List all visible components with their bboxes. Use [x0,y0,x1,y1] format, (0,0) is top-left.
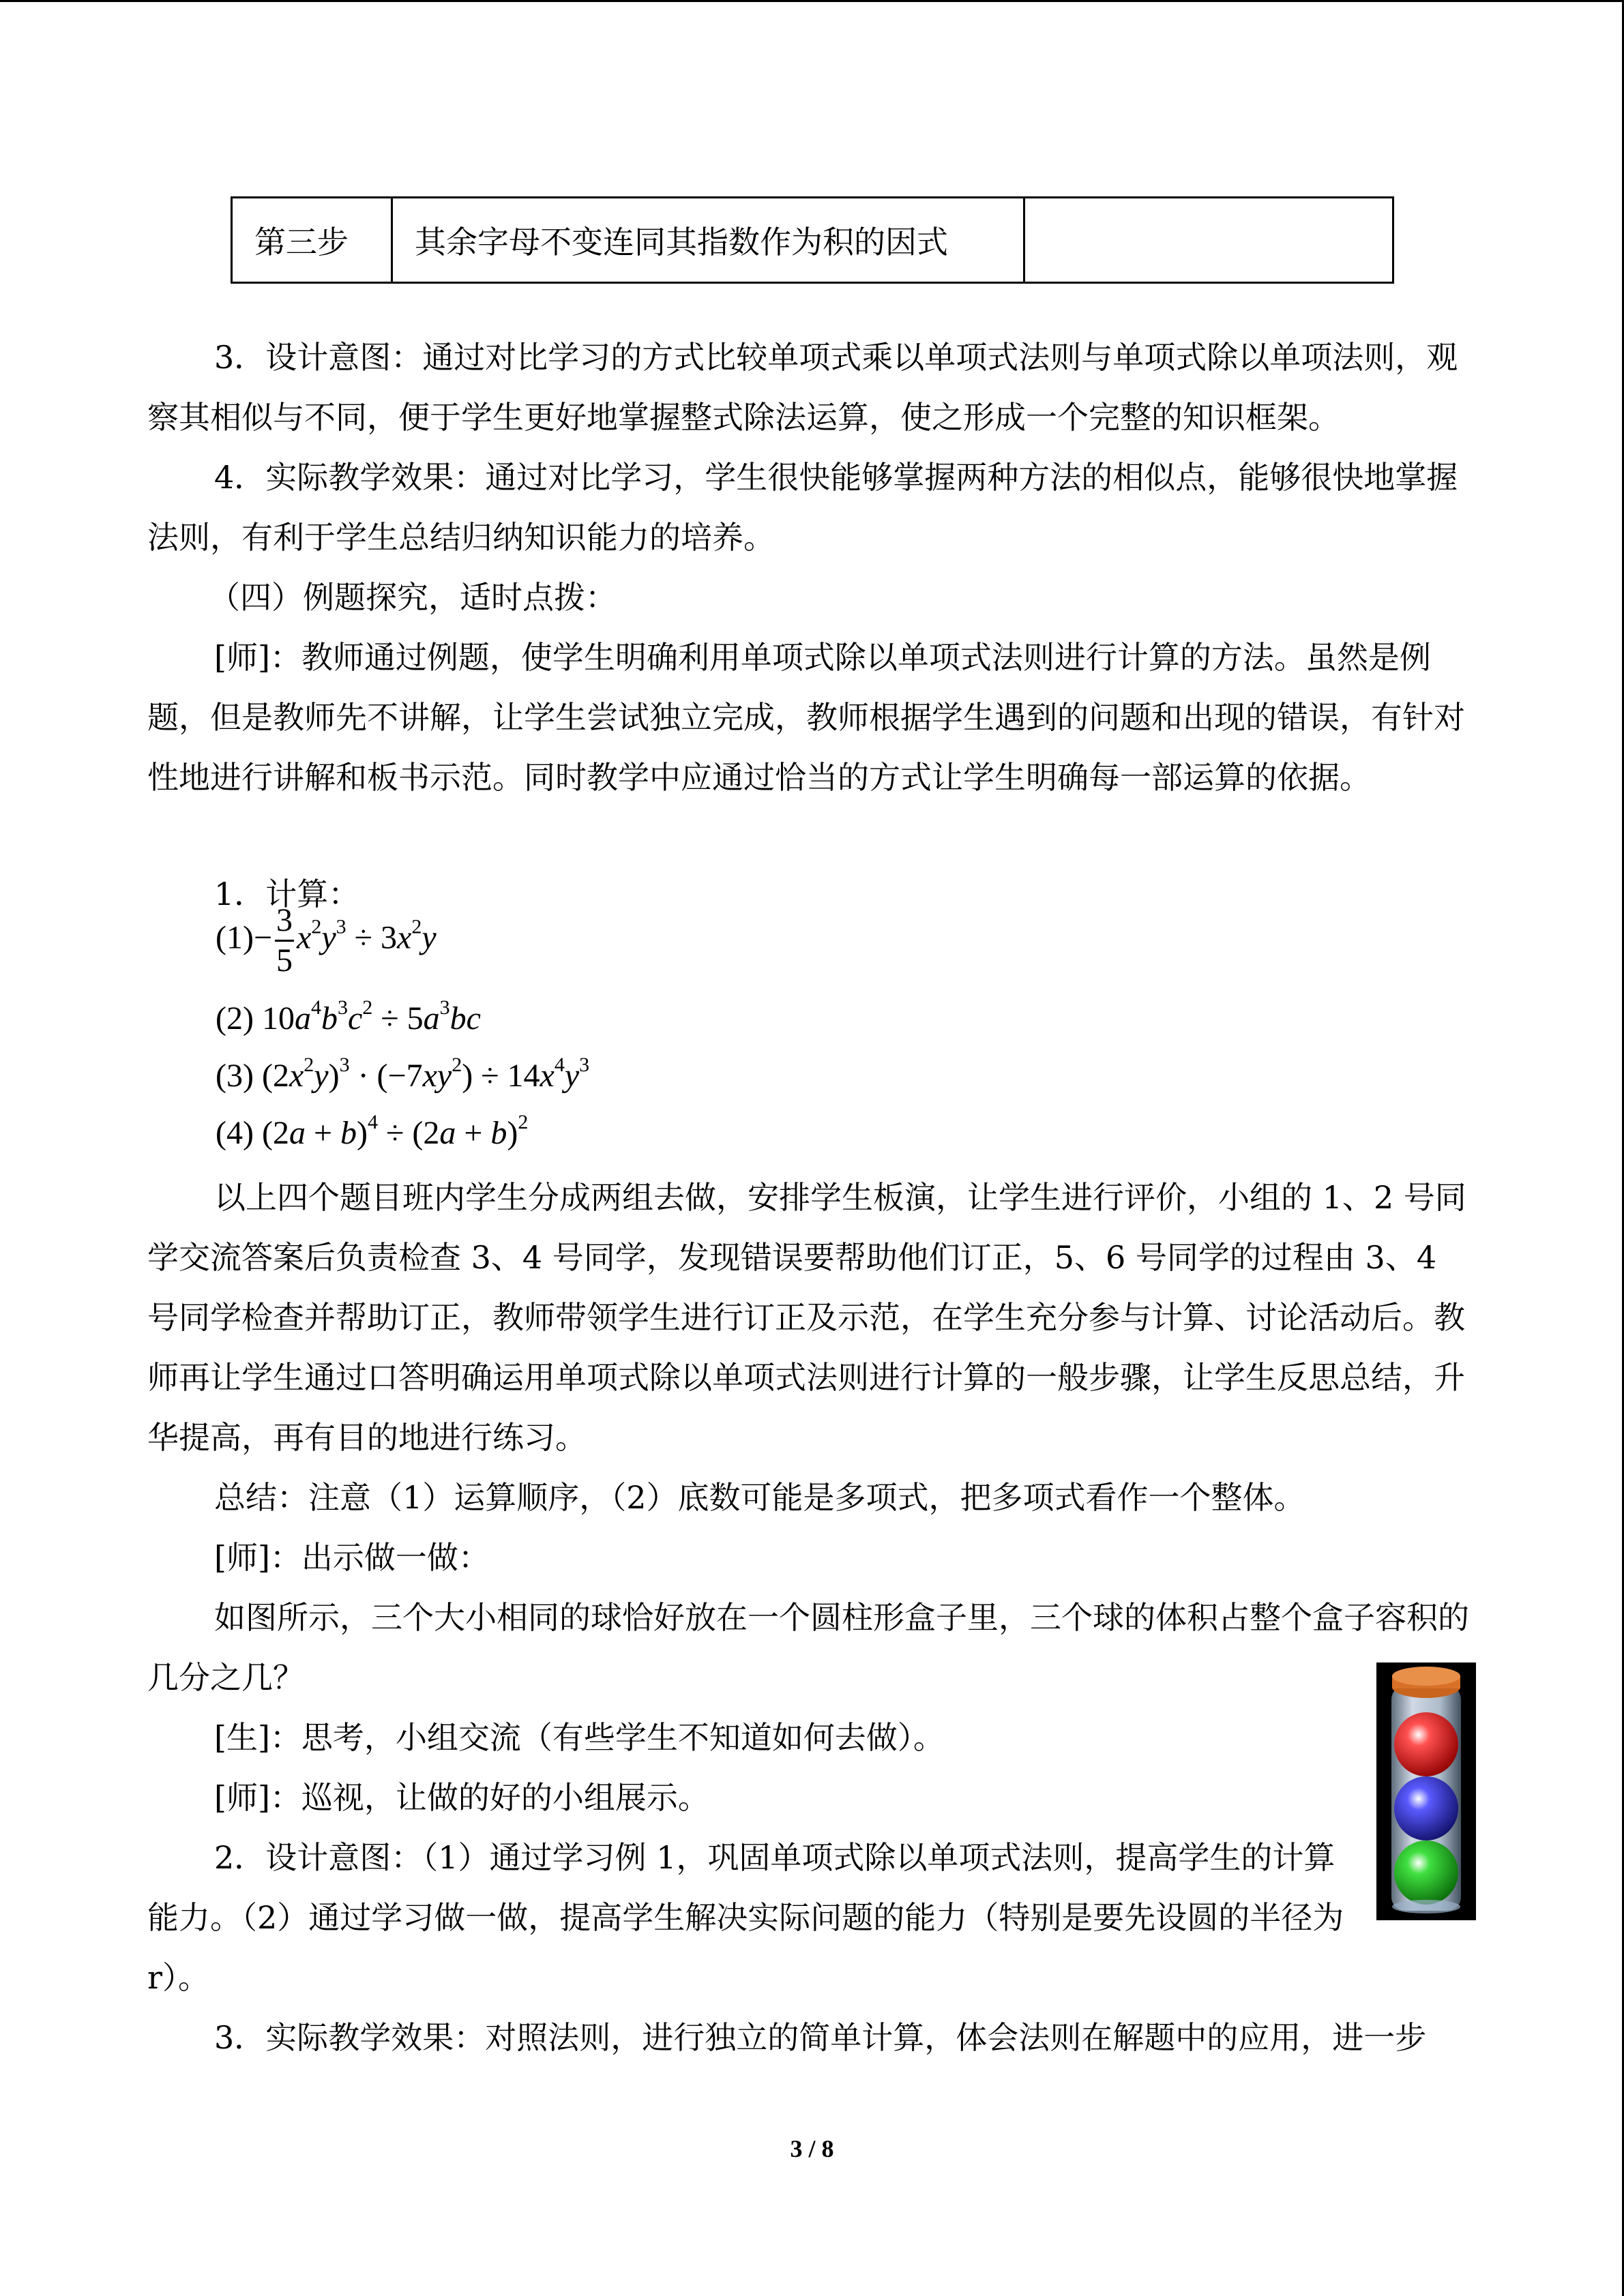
paragraph-teacher-show: [师]：出示做一做： [214,1539,490,1576]
empty-cell [1024,198,1393,283]
section-heading: （四）例题探究，适时点拨： [209,579,617,616]
paragraph-teaching-effect-2: 3．实际教学效果：对照法则，进行独立的简单计算，体会法则在解题中的应用，进一步 [214,2019,1427,2056]
math-expression-1: (1)− $\frac{3}{5}$ $x^2y^3 \div 3x^2y$ [216,902,437,979]
page-border-top [0,0,1624,2]
blue-ball [1394,1776,1458,1840]
step-cell: 第三步 [232,198,392,283]
paragraph-design-intent-2: 2．设计意图：（1）通过学习例 1，巩固单项式除以单项式法则，提高学生的计算能力。（2）通过学习做一做，提高学生解决实际问题的能力（特别是要先设圆的半径为 r）。 [147,1839,1344,1996]
steps-table [231,196,1394,284]
math-expression-3: (3) $(2x^2y)^3 \cdot (-7xy^2) \div 14x^4y^3$ [216,1054,590,1094]
table-row [232,198,1393,283]
paragraph-group-work: 以上四个题目班内学生分成两组去做，安排学生板演，让学生进行评价，小组的 1、2 号同学交流答案后负责检查 3、4 号同学，发现错误要帮助他们订正，5、6 号同学的过程由 3、4 号同学检查并帮助订正，教师带领学生进行订正及示范，在学生充分参与计算、讨论活动后。教师再让学生通过口答明确运用单项式除以单项式法则进行计算的一般步骤，让学生反思总结，升华提高，再有目的地进行练习。 [147,1179,1466,1456]
paragraph-summary: 总结：注意（1）运算顺序，（2）底数可能是多项式，把多项式看作一个整体。 [214,1479,1305,1516]
paragraph-teacher-patrol: [师]：巡视，让做的好的小组展示。 [214,1779,709,1816]
paragraph-design-intent: 3．设计意图：通过对比学习的方式比较单项式乘以单项式法则与单项式除以单项法则，观察其相似与不同，便于学生更好地掌握整式除法运算，使之形成一个完整的知识框架。 [147,339,1458,436]
paragraph-problem: 如图所示，三个大小相同的球恰好放在一个圆柱形盒子里，三个球的体积占整个盒子容积的几分之几？ [147,1599,1469,1696]
balls-in-cylinder-figure [1376,1663,1476,1920]
step-content-cell: 其余字母不变连同其指数作为积的因式 [392,198,1024,283]
page-number: 3 / 8 [790,2135,834,2162]
paragraph-teacher: [师]：教师通过例题，使学生明确利用单项式除以单项式法则进行计算的方法。虽然是例题，但是教师先不讲解，让学生尝试独立完成，教师根据学生遇到的问题和出现的错误，有针对性地进行讲解和板书示范。同时教学中应通过恰当的方式让学生明确每一部运算的依据。 [147,639,1465,796]
exercise-label: 1．计算： [214,876,360,912]
paragraph-teaching-effect: 4．实际教学效果：通过对比学习，学生很快能够掌握两种方法的相似点，能够很快地掌握法则，有利于学生总结归纳知识能力的培养。 [147,459,1458,556]
green-ball [1394,1840,1458,1905]
paragraph-student: [生]：思考，小组交流（有些学生不知道如何去做）。 [214,1719,945,1756]
math-expression-2: (2) $10a^4b^3c^2 \div 5a^3bc$ [216,996,481,1037]
math-expression-4: (4) $(2a + b)^4 \div (2a + b)^2$ [216,1111,529,1151]
red-ball [1394,1712,1458,1776]
